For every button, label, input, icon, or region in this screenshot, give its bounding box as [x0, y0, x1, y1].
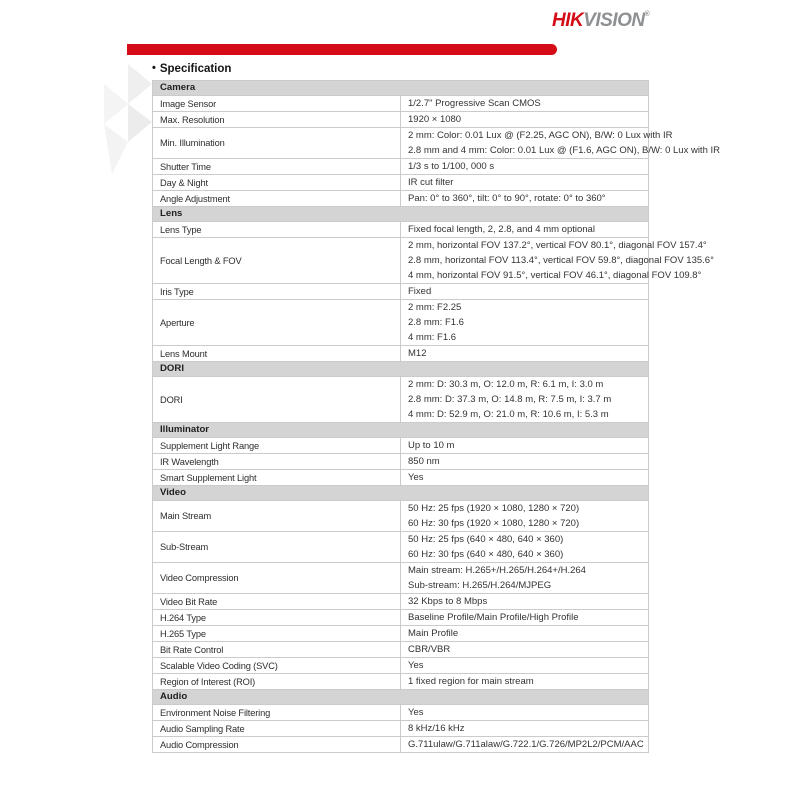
spec-value-line: Fixed — [408, 286, 432, 297]
spec-value — [401, 300, 649, 346]
spec-value — [401, 532, 649, 563]
spec-label: IR Wavelength — [153, 454, 401, 470]
table-row — [153, 674, 649, 690]
spec-value — [401, 674, 649, 690]
spec-label: Sub-Stream — [153, 532, 401, 563]
spec-value — [401, 377, 649, 423]
spec-label: Max. Resolution — [153, 112, 401, 128]
spec-label: DORI — [153, 377, 401, 423]
spec-label: Supplement Light Range — [153, 438, 401, 454]
spec-value-line: 2.8 mm: D: 37.3 m, O: 14.8 m, R: 7.5 m, I: 3.7 m — [408, 394, 612, 405]
spec-value-line: 2 mm: D: 30.3 m, O: 12.0 m, R: 6.1 m, I: 3.0 m — [408, 379, 604, 390]
spec-value-line: Sub-stream: H.265/H.264/MJPEG — [408, 580, 552, 591]
spec-value — [401, 658, 649, 674]
section-header: Illuminator — [153, 423, 649, 438]
spec-label: Region of Interest (ROI) — [153, 674, 401, 690]
spec-label: Image Sensor — [153, 96, 401, 112]
spec-label: Scalable Video Coding (SVC) — [153, 658, 401, 674]
table-row — [153, 454, 649, 470]
spec-value-line: 4 mm: D: 52.9 m, O: 21.0 m, R: 10.6 m, I: 5.3 m — [408, 409, 609, 420]
spec-label: Day & Night — [153, 175, 401, 191]
spec-value — [401, 563, 649, 594]
table-row — [153, 222, 649, 238]
spec-label: Video Compression — [153, 563, 401, 594]
spec-value-line: 1 fixed region for main stream — [408, 676, 534, 687]
spec-value-line: 2.8 mm, horizontal FOV 113.4°, vertical FOV 59.8°, diagonal FOV 135.6° — [408, 255, 714, 266]
spec-value — [401, 438, 649, 454]
spec-label: Shutter Time — [153, 159, 401, 175]
page-title-text: Specification — [159, 63, 232, 75]
spec-value-line: 2 mm: Color: 0.01 Lux @ (F2.25, AGC ON), B/W: 0 Lux with IR — [408, 130, 673, 141]
red-divider-bar — [127, 44, 557, 55]
spec-value-line: 50 Hz: 25 fps (640 × 480, 640 × 360) — [408, 534, 564, 545]
table-row — [153, 721, 649, 737]
spec-label: Min. Illumination — [153, 128, 401, 159]
spec-value-line: 850 nm — [408, 456, 440, 467]
spec-label: H.265 Type — [153, 626, 401, 642]
spec-value-line: 2 mm, horizontal FOV 137.2°, vertical FOV 80.1°, diagonal FOV 157.4° — [408, 240, 707, 251]
spec-value-line: CBR/VBR — [408, 644, 451, 655]
page-title — [152, 63, 231, 75]
table-row — [153, 470, 649, 486]
spec-value — [401, 501, 649, 532]
spec-value-line: 60 Hz: 30 fps (1920 × 1080, 1280 × 720) — [408, 518, 580, 529]
specification-table — [152, 80, 720, 753]
table-row — [153, 175, 649, 191]
spec-value — [401, 346, 649, 362]
spec-value — [401, 737, 649, 753]
spec-value-line: 2.8 mm and 4 mm: Color: 0.01 Lux @ (F1.6, AGC ON), B/W: 0 Lux with IR — [408, 145, 720, 156]
spec-value-line: Pan: 0° to 360°, tilt: 0° to 90°, rotate: 0° to 360° — [408, 193, 606, 204]
spec-label: Environment Noise Filtering — [153, 705, 401, 721]
spec-value-line: Yes — [408, 472, 424, 483]
section-header: Audio — [153, 690, 649, 705]
spec-label: Iris Type — [153, 284, 401, 300]
spec-value-line: 1/3 s to 1/100, 000 s — [408, 161, 495, 172]
spec-label: Audio Sampling Rate — [153, 721, 401, 737]
table-row — [153, 96, 649, 112]
spec-value-line: Baseline Profile/Main Profile/High Profile — [408, 612, 579, 623]
spec-label: Aperture — [153, 300, 401, 346]
spec-value-line: 2.8 mm: F1.6 — [408, 317, 464, 328]
table-row — [153, 705, 649, 721]
table-row — [153, 159, 649, 175]
spec-value — [401, 470, 649, 486]
spec-value-line: 60 Hz: 30 fps (640 × 480, 640 × 360) — [408, 549, 564, 560]
spec-value — [401, 112, 649, 128]
spec-value-line: G.711ulaw/G.711alaw/G.722.1/G.726/MP2L2/PCM/AAC — [408, 739, 644, 750]
section-header-row — [153, 423, 649, 438]
section-header-row — [153, 690, 649, 705]
spec-value-line: Fixed focal length, 2, 2.8, and 4 mm optional — [408, 224, 595, 235]
spec-label: Focal Length & FOV — [153, 238, 401, 284]
spec-value-line: M12 — [408, 348, 427, 359]
table-row — [153, 112, 649, 128]
hikvision-logo — [552, 10, 649, 32]
logo-vision-text: VISION — [583, 10, 645, 31]
spec-value — [401, 222, 649, 238]
spec-value — [401, 128, 720, 159]
spec-value — [401, 610, 649, 626]
spec-value — [401, 642, 649, 658]
table-row — [153, 300, 649, 346]
table-row — [153, 610, 649, 626]
spec-value-line: 4 mm: F1.6 — [408, 332, 457, 343]
table-row — [153, 377, 649, 423]
table-row — [153, 626, 649, 642]
spec-value — [401, 454, 649, 470]
spec-value — [401, 594, 649, 610]
table-row — [153, 346, 649, 362]
watermark-chevron-icon — [100, 62, 158, 180]
table-row — [153, 284, 649, 300]
table-row — [153, 438, 649, 454]
table-row — [153, 737, 649, 753]
table-row — [153, 238, 649, 284]
table-row — [153, 128, 649, 159]
table-row — [153, 642, 649, 658]
spec-value-line: Up to 10 m — [408, 440, 455, 451]
spec-value-line: Yes — [408, 707, 424, 718]
spec-value — [401, 626, 649, 642]
spec-value-line: Main Profile — [408, 628, 459, 639]
section-header: DORI — [153, 362, 649, 377]
section-header-row — [153, 486, 649, 501]
spec-value-line: 4 mm, horizontal FOV 91.5°, vertical FOV 46.1°, diagonal FOV 109.8° — [408, 270, 702, 281]
section-header-row — [153, 81, 649, 96]
spec-value — [401, 721, 649, 737]
spec-value-line: Yes — [408, 660, 424, 671]
spec-label: Lens Type — [153, 222, 401, 238]
section-header: Lens — [153, 207, 649, 222]
logo-hik-text: HIK — [552, 10, 584, 31]
spec-value-line: 8 kHz/16 kHz — [408, 723, 465, 734]
spec-label: Video Bit Rate — [153, 594, 401, 610]
spec-label: H.264 Type — [153, 610, 401, 626]
section-header-row — [153, 207, 649, 222]
spec-label: Angle Adjustment — [153, 191, 401, 207]
spec-value-line: 50 Hz: 25 fps (1920 × 1080, 1280 × 720) — [408, 503, 580, 514]
spec-value-line: 1920 × 1080 — [408, 114, 462, 125]
section-header: Video — [153, 486, 649, 501]
section-header-row — [153, 362, 649, 377]
section-header: Camera — [153, 81, 649, 96]
spec-value — [401, 238, 714, 284]
spec-value — [401, 96, 649, 112]
spec-label: Bit Rate Control — [153, 642, 401, 658]
spec-label: Lens Mount — [153, 346, 401, 362]
spec-value — [401, 705, 649, 721]
spec-value — [401, 191, 649, 207]
table-row — [153, 501, 649, 532]
spec-value-line: Main stream: H.265+/H.265/H.264+/H.264 — [408, 565, 586, 576]
spec-value-line: 2 mm: F2.25 — [408, 302, 462, 313]
heading-bullet: • — [152, 62, 156, 74]
table-row — [153, 594, 649, 610]
spec-value — [401, 284, 649, 300]
table-row — [153, 191, 649, 207]
table-row — [153, 563, 649, 594]
spec-value — [401, 159, 649, 175]
spec-value-line: 1/2.7" Progressive Scan CMOS — [408, 98, 541, 109]
registered-trademark-icon: ® — [644, 11, 650, 18]
spec-label: Main Stream — [153, 501, 401, 532]
table-row — [153, 658, 649, 674]
spec-label: Audio Compression — [153, 737, 401, 753]
spec-value-line: IR cut filter — [408, 177, 454, 188]
spec-label: Smart Supplement Light — [153, 470, 401, 486]
spec-value-line: 32 Kbps to 8 Mbps — [408, 596, 488, 607]
spec-value — [401, 175, 649, 191]
table-row — [153, 532, 649, 563]
